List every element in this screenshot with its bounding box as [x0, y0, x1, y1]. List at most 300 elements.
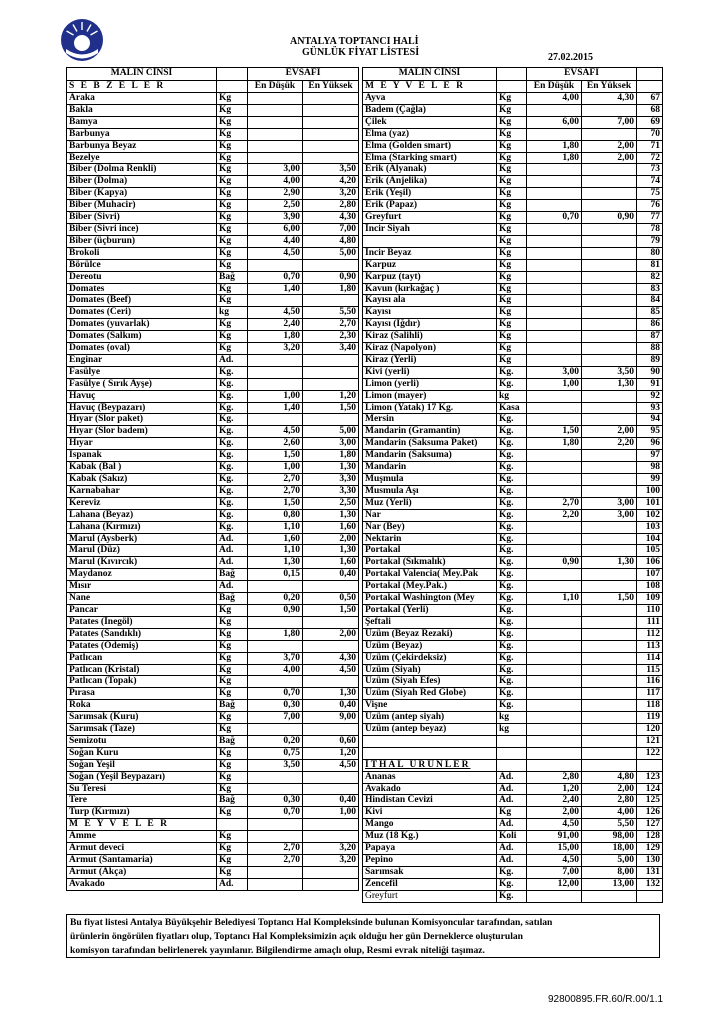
product-unit: Kg. — [217, 485, 248, 497]
table-row — [67, 307, 359, 319]
row-number: 131 — [637, 866, 663, 878]
product-unit — [497, 759, 527, 771]
price-min — [248, 414, 303, 426]
product-name: Börülce — [67, 259, 217, 271]
product-unit: Kg — [217, 223, 248, 235]
col-max-header: En Yüksek — [582, 80, 637, 93]
price-min: 0,20 — [248, 593, 303, 605]
product-unit: Kg — [497, 343, 527, 355]
product-name: Biber (Muhacir) — [67, 200, 217, 212]
price-max: 1,30 — [303, 509, 359, 521]
product-unit: Kg — [217, 319, 248, 331]
row-number: 125 — [637, 795, 663, 807]
table-row — [67, 450, 359, 462]
product-name: Patates (İnegöl) — [67, 616, 217, 628]
product-name: Sarımsak (Kuru) — [67, 712, 217, 724]
price-max: 13,00 — [582, 878, 637, 890]
product-unit: Kg. — [497, 878, 527, 890]
table-row — [363, 295, 663, 307]
table-row — [363, 390, 663, 402]
product-name — [363, 235, 497, 247]
row-number: 121 — [637, 735, 663, 747]
product-unit: Kg. — [497, 378, 527, 390]
price-max: 1,80 — [303, 283, 359, 295]
col-price-header: EVSAFI — [248, 68, 359, 81]
table-row — [67, 676, 359, 688]
price-min: 1,40 — [248, 283, 303, 295]
price-min — [527, 331, 582, 343]
price-min — [527, 581, 582, 593]
price-min: 12,00 — [527, 878, 582, 890]
product-name: Badem (Çağla) — [363, 104, 497, 116]
product-name: Avakado — [363, 783, 497, 795]
product-name: Erik (Alyanak) — [363, 164, 497, 176]
price-max: 1,50 — [582, 593, 637, 605]
section-row — [363, 759, 663, 771]
price-max: 1,30 — [582, 378, 637, 390]
product-name: Portakal (Mey.Pak.) — [363, 581, 497, 593]
product-unit: Kg. — [497, 628, 527, 640]
table-row — [363, 712, 663, 724]
product-unit: Kg — [217, 771, 248, 783]
product-name: Semizotu — [67, 735, 217, 747]
price-min: 2,40 — [527, 795, 582, 807]
price-min — [527, 319, 582, 331]
row-number: 107 — [637, 569, 663, 581]
table-row — [67, 200, 359, 212]
price-min — [527, 533, 582, 545]
product-unit: Bağ — [217, 271, 248, 283]
table-row — [363, 485, 663, 497]
row-number: 84 — [637, 295, 663, 307]
product-unit: Kg. — [497, 616, 527, 628]
product-name: Sarımsak (Taze) — [67, 724, 217, 736]
table-row — [67, 569, 359, 581]
product-name: Karpuz — [363, 259, 497, 271]
municipality-logo — [60, 18, 104, 62]
table-row — [67, 485, 359, 497]
price-min — [248, 140, 303, 152]
table-row — [67, 331, 359, 343]
table-row — [67, 128, 359, 140]
price-max — [303, 259, 359, 271]
price-max: 0,40 — [303, 795, 359, 807]
product-unit: Kg. — [217, 366, 248, 378]
price-max: 0,50 — [303, 593, 359, 605]
price-min — [248, 724, 303, 736]
product-name: Kayısı — [363, 307, 497, 319]
section-title-fruits: M E Y V E L E R — [363, 80, 497, 93]
table-row — [363, 235, 663, 247]
price-max: 4,80 — [582, 771, 637, 783]
price-max — [303, 104, 359, 116]
product-name: Nane — [67, 593, 217, 605]
product-name: İncir Beyaz — [363, 247, 497, 259]
product-unit: Kg — [497, 283, 527, 295]
price-max: 2,00 — [582, 152, 637, 164]
product-unit: Kg. — [217, 450, 248, 462]
price-min: 2,80 — [527, 771, 582, 783]
table-row — [363, 331, 663, 343]
product-name: Ispanak — [67, 450, 217, 462]
product-name: Portakal Valencia( Mey.Pak — [363, 569, 497, 581]
product-unit: Kg — [497, 319, 527, 331]
product-unit: Kg. — [497, 640, 527, 652]
list-date: 27.02.2015 — [548, 52, 593, 63]
price-min — [248, 104, 303, 116]
price-min: 0,70 — [248, 688, 303, 700]
table-row — [363, 259, 663, 271]
price-min — [527, 747, 582, 759]
product-unit: Ad. — [217, 581, 248, 593]
product-name: Üzüm (Siyah) — [363, 664, 497, 676]
product-unit: Koli — [497, 831, 527, 843]
price-max — [582, 283, 637, 295]
col-min-header: En Düşük — [248, 80, 303, 93]
product-unit: Ad. — [217, 533, 248, 545]
row-number: 83 — [637, 283, 663, 295]
product-name: Kiraz (Salihli) — [363, 331, 497, 343]
price-min: 3,20 — [248, 343, 303, 355]
col-price-header: EVSAFI — [527, 68, 637, 81]
price-min: 2,60 — [248, 438, 303, 450]
product-name: Lahana (Kırmızı) — [67, 521, 217, 533]
product-unit: kg — [497, 724, 527, 736]
table-row — [67, 378, 359, 390]
table-row — [363, 509, 663, 521]
table-row — [363, 426, 663, 438]
vegetables-price-table — [66, 67, 359, 891]
price-min: 1,50 — [248, 497, 303, 509]
product-unit: Kg — [217, 116, 248, 128]
price-max — [303, 128, 359, 140]
table-row — [67, 414, 359, 426]
price-min: 2,70 — [248, 485, 303, 497]
table-row — [67, 152, 359, 164]
price-min: 0,90 — [527, 557, 582, 569]
table-row — [67, 212, 359, 224]
product-name: Domates — [67, 283, 217, 295]
row-number: 69 — [637, 116, 663, 128]
product-name: Kiraz (Napolyon) — [363, 343, 497, 355]
price-max: 3,20 — [303, 188, 359, 200]
price-max — [582, 414, 637, 426]
table-row — [363, 533, 663, 545]
product-name: Portakal — [363, 545, 497, 557]
price-max — [582, 295, 637, 307]
row-number: 102 — [637, 509, 663, 521]
price-min — [527, 474, 582, 486]
price-min: 3,50 — [248, 759, 303, 771]
product-unit: Kg. — [497, 664, 527, 676]
price-min: 4,50 — [248, 307, 303, 319]
price-min — [248, 116, 303, 128]
table-row — [363, 700, 663, 712]
table-row — [67, 712, 359, 724]
table-row — [363, 128, 663, 140]
product-unit: Ad. — [497, 843, 527, 855]
section-title-vegetables: S E B Z E L E R — [67, 80, 217, 93]
table-row — [67, 616, 359, 628]
price-min: 4,50 — [527, 855, 582, 867]
table-header-row — [67, 68, 359, 81]
product-unit: Ad. — [217, 354, 248, 366]
price-max: 3,00 — [582, 509, 637, 521]
product-name: Biber (Sivri ince) — [67, 223, 217, 235]
price-max — [582, 104, 637, 116]
price-max: 4,30 — [303, 212, 359, 224]
product-unit — [497, 735, 527, 747]
row-number: 104 — [637, 533, 663, 545]
product-name: İncir Siyah — [363, 223, 497, 235]
product-name: Muz (Yerli) — [363, 497, 497, 509]
table-row — [363, 354, 663, 366]
product-unit: Kg. — [497, 438, 527, 450]
product-name: Üzüm (Siyah Red Globe) — [363, 688, 497, 700]
row-number: 127 — [637, 819, 663, 831]
price-max — [582, 259, 637, 271]
product-name: Erik (Anjelika) — [363, 176, 497, 188]
row-number: 124 — [637, 783, 663, 795]
table-row — [363, 890, 663, 902]
product-unit: Kg. — [497, 604, 527, 616]
row-number: 96 — [637, 438, 663, 450]
price-min — [527, 652, 582, 664]
price-max: 1,30 — [303, 545, 359, 557]
row-number: 126 — [637, 807, 663, 819]
table-row — [363, 819, 663, 831]
price-min: 4,50 — [248, 426, 303, 438]
product-unit: Kg. — [217, 521, 248, 533]
price-min: 7,00 — [248, 712, 303, 724]
price-max — [582, 331, 637, 343]
product-unit: Ad. — [497, 771, 527, 783]
product-name: Enginar — [67, 354, 217, 366]
table-row — [67, 140, 359, 152]
price-min: 1,10 — [527, 593, 582, 605]
product-unit: Kg — [217, 652, 248, 664]
table-row — [67, 533, 359, 545]
row-number: 122 — [637, 747, 663, 759]
table-row — [363, 343, 663, 355]
price-min — [248, 581, 303, 593]
price-min — [527, 569, 582, 581]
price-min: 1,00 — [248, 390, 303, 402]
row-number: 99 — [637, 474, 663, 486]
price-max — [303, 152, 359, 164]
price-min: 1,00 — [527, 378, 582, 390]
table-row — [363, 378, 663, 390]
product-unit: Kg — [497, 259, 527, 271]
product-unit: Kg. — [497, 533, 527, 545]
price-min — [248, 128, 303, 140]
price-max: 2,20 — [582, 438, 637, 450]
table-row — [363, 783, 663, 795]
price-min — [527, 676, 582, 688]
price-min — [527, 283, 582, 295]
price-min: 3,70 — [248, 652, 303, 664]
price-max: 3,50 — [582, 366, 637, 378]
product-name: Sarımsak — [363, 866, 497, 878]
row-number: 70 — [637, 128, 663, 140]
table-row — [67, 807, 359, 819]
product-unit: Kg — [497, 164, 527, 176]
row-number: 98 — [637, 462, 663, 474]
price-max: 0,40 — [303, 700, 359, 712]
product-name: Mandarin (Saksuma) — [363, 450, 497, 462]
product-name: Üzüm (Beyaz) — [363, 640, 497, 652]
fruits-price-table — [362, 67, 663, 903]
table-row — [363, 604, 663, 616]
price-max: 0,90 — [303, 271, 359, 283]
table-row — [363, 247, 663, 259]
product-name: Dereotu — [67, 271, 217, 283]
product-unit: Kg — [497, 295, 527, 307]
product-name: Elma (Golden smart) — [363, 140, 497, 152]
table-row — [363, 116, 663, 128]
product-name: Barbunya — [67, 128, 217, 140]
product-unit: Kg — [497, 247, 527, 259]
product-unit: Kg — [217, 759, 248, 771]
row-number: 81 — [637, 259, 663, 271]
product-unit: Kg. — [217, 497, 248, 509]
price-min: 4,00 — [248, 664, 303, 676]
product-unit: Ad. — [217, 878, 248, 890]
table-row — [363, 462, 663, 474]
product-unit: Ad. — [497, 855, 527, 867]
table-row — [363, 164, 663, 176]
product-name: Armut deveci — [67, 843, 217, 855]
price-min: 1,10 — [248, 521, 303, 533]
price-min — [527, 271, 582, 283]
price-min — [248, 783, 303, 795]
price-min: 3,90 — [248, 212, 303, 224]
product-unit: Kg — [217, 176, 248, 188]
product-unit: Kg — [217, 724, 248, 736]
price-min: 0,30 — [248, 795, 303, 807]
row-number: 105 — [637, 545, 663, 557]
table-row — [363, 855, 663, 867]
product-name: Mersin — [363, 414, 497, 426]
table-row — [67, 247, 359, 259]
row-number: 71 — [637, 140, 663, 152]
product-unit: Kg — [217, 616, 248, 628]
price-min — [527, 545, 582, 557]
product-name: Brokoli — [67, 247, 217, 259]
table-row — [363, 795, 663, 807]
row-number: 101 — [637, 497, 663, 509]
row-number: 123 — [637, 771, 663, 783]
row-number: 110 — [637, 604, 663, 616]
product-unit: Kg — [497, 176, 527, 188]
price-min: 1,60 — [248, 533, 303, 545]
product-unit: Kg — [497, 223, 527, 235]
product-unit: Kg — [217, 104, 248, 116]
product-unit: Kg. — [497, 474, 527, 486]
table-row — [67, 497, 359, 509]
product-unit: Kg — [217, 747, 248, 759]
price-max: 3,50 — [303, 164, 359, 176]
product-unit: Kg — [217, 807, 248, 819]
product-name: Kabak (Sakız) — [67, 474, 217, 486]
product-name: Bakla — [67, 104, 217, 116]
product-unit: Kg — [217, 843, 248, 855]
product-name: Kereviz — [67, 497, 217, 509]
product-unit: Kg — [497, 140, 527, 152]
price-max: 2,00 — [582, 426, 637, 438]
product-unit: Kg — [217, 128, 248, 140]
price-min: 1,50 — [527, 426, 582, 438]
table-row — [363, 176, 663, 188]
price-min — [527, 724, 582, 736]
table-row — [67, 462, 359, 474]
table-row — [363, 628, 663, 640]
product-name — [363, 747, 497, 759]
product-name: M E Y V E L E R — [67, 819, 217, 831]
price-min — [527, 402, 582, 414]
row-number: 119 — [637, 712, 663, 724]
product-unit: Kg — [217, 93, 248, 105]
product-unit: Bağ — [217, 735, 248, 747]
row-number: 100 — [637, 485, 663, 497]
table-row — [67, 343, 359, 355]
table-row — [363, 545, 663, 557]
price-min: 1,30 — [248, 557, 303, 569]
price-max — [582, 616, 637, 628]
price-max: 9,00 — [303, 712, 359, 724]
price-max: 3,20 — [303, 855, 359, 867]
product-unit: Kg — [217, 604, 248, 616]
price-min — [248, 366, 303, 378]
row-number: 91 — [637, 378, 663, 390]
product-unit: Kg — [217, 152, 248, 164]
product-unit: Kg. — [497, 509, 527, 521]
price-max — [582, 759, 637, 771]
product-unit: Kasa — [497, 402, 527, 414]
table-row — [67, 866, 359, 878]
price-min — [527, 259, 582, 271]
product-unit: Kg — [217, 712, 248, 724]
table-row — [363, 866, 663, 878]
price-max: 5,50 — [303, 307, 359, 319]
price-max: 7,00 — [582, 116, 637, 128]
product-unit: Kg — [217, 688, 248, 700]
price-max: 4,50 — [303, 759, 359, 771]
table-row — [67, 390, 359, 402]
product-name: Üzüm (antep beyaz) — [363, 724, 497, 736]
table-row — [67, 223, 359, 235]
price-min: 2,90 — [248, 188, 303, 200]
product-unit: Kg — [217, 188, 248, 200]
price-min — [248, 819, 303, 831]
price-min: 0,80 — [248, 509, 303, 521]
price-min: 2,70 — [248, 855, 303, 867]
product-name: Mandarin (Gramantin) — [363, 426, 497, 438]
price-max: 1,30 — [582, 557, 637, 569]
table-row — [363, 652, 663, 664]
price-max — [303, 878, 359, 890]
product-unit: Kg — [217, 866, 248, 878]
price-min: 1,10 — [248, 545, 303, 557]
price-max: 1,30 — [303, 462, 359, 474]
price-min — [527, 354, 582, 366]
price-min — [248, 640, 303, 652]
product-unit: Kg — [497, 331, 527, 343]
product-name: Patlıcan — [67, 652, 217, 664]
product-name: Pancar — [67, 604, 217, 616]
row-number: 118 — [637, 700, 663, 712]
price-max — [582, 319, 637, 331]
